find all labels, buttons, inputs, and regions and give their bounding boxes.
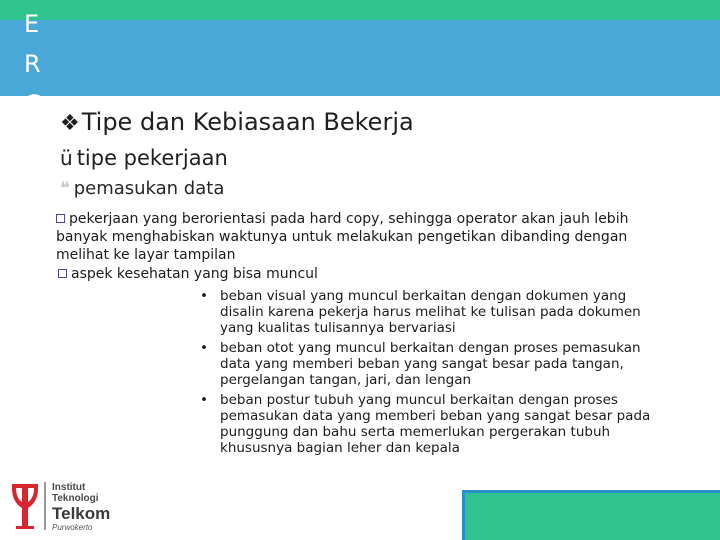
list-item-text: beban otot yang muncul berkaitan dengan proses pemasukan data yang memberi beban yang sangat besar pada tangan, pergelangan tangan, jari, dan lengan <box>220 340 641 388</box>
dot-bullet-icon: • <box>200 392 208 408</box>
body-paragraph-text: pekerjaan yang berorientasi pada hard copy, sehingga operator akan jauh lebih banyak menghabiskan waktunya untuk melakukan pengetikan dibanding dengan melihat ke layar tampilan <box>56 211 629 263</box>
vertical-word <box>24 4 48 118</box>
institution-name <box>52 482 110 532</box>
aspect-heading-text: aspek kesehatan yang bisa muncul <box>71 266 318 282</box>
side-letter: G <box>24 90 43 118</box>
dot-bullet-icon: • <box>200 288 208 304</box>
slide-title-text: Tipe dan Kebiasaan Bekerja <box>81 108 414 136</box>
diamond-bullet-icon: ❖ <box>60 111 80 136</box>
list-item <box>198 392 660 456</box>
subtitle-text: tipe pekerjaan <box>76 146 228 170</box>
square-bullet-icon <box>56 214 65 223</box>
slide-title <box>60 108 414 136</box>
institution-line-4: Purwokerto <box>52 523 93 532</box>
square-bullet-icon <box>58 269 67 278</box>
list-item <box>198 340 660 388</box>
subtitle <box>60 146 228 170</box>
institution-line-2: Teknologi <box>52 493 99 504</box>
aspect-heading <box>58 266 318 282</box>
header-accent-stripe <box>0 0 720 20</box>
list-item <box>198 288 660 336</box>
quote-bullet-icon: ❝ <box>60 178 70 199</box>
check-bullet-icon: ü <box>60 146 73 170</box>
side-letter: E <box>24 10 40 38</box>
side-letter: R <box>24 50 41 78</box>
body-paragraph <box>56 210 644 264</box>
list-item-text: beban postur tubuh yang muncul berkaitan dengan proses pemasukan data yang memberi beban yang sangat besar pada punggung dan bahu serta memerlukan pergerakan tubuh khususnya bagian leher dan kepala <box>220 392 651 456</box>
footer-accent-block <box>462 490 720 540</box>
institution-line-1: Institut <box>52 482 86 493</box>
sub-subtitle <box>60 178 224 199</box>
institution-line-3: Telkom <box>52 504 111 523</box>
aspect-list <box>198 288 660 460</box>
dot-bullet-icon: • <box>200 340 208 356</box>
list-item-text: beban visual yang muncul berkaitan dengan dokumen yang disalin karena pekerja harus melihat ke tulisan pada dokumen yang kualitas tulisannya bervariasi <box>220 288 641 336</box>
footer-accent-border <box>462 490 720 540</box>
sub-subtitle-text: pemasukan data <box>73 178 225 199</box>
